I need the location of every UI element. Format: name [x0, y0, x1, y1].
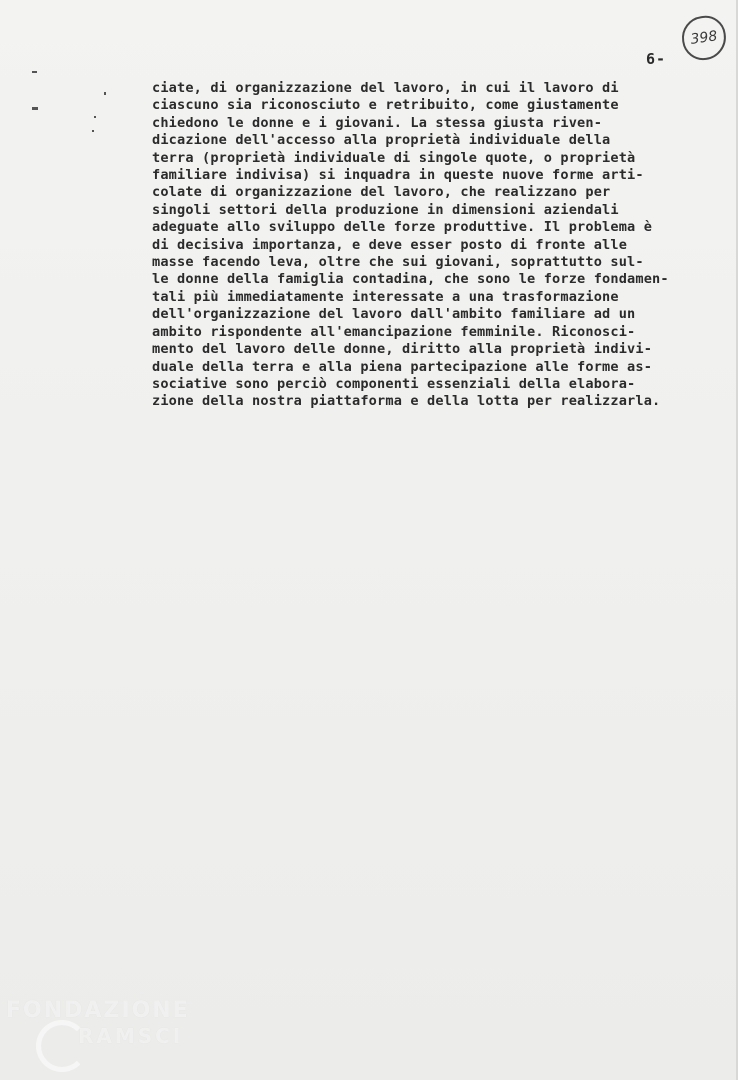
margin-mark — [32, 71, 37, 73]
margin-mark — [94, 116, 96, 118]
margin-mark — [92, 130, 94, 132]
text-line: ciascuno sia riconosciuto e retribuito, come giustamente — [152, 97, 619, 114]
text-line: mento del lavoro delle donne, diritto alla proprietà indivi- — [152, 341, 653, 358]
margin-mark — [32, 107, 38, 110]
text-line: chiedono le donne e i giovani. La stessa giusta riven- — [152, 114, 603, 131]
text-line: di decisiva importanza, e deve esser posto di fronte alle — [152, 236, 628, 253]
text-line: masse facendo leva, oltre che sui giovani, soprattutto sul- — [152, 254, 644, 271]
text-line: sociative sono perciò componenti essenziali della elabora- — [152, 375, 636, 392]
page-number: 6- — [646, 50, 667, 68]
watermark-logo — [6, 998, 226, 1068]
archive-stamp — [679, 13, 729, 63]
text-line: tali più immediatamente interessate a una trasformazione — [152, 288, 619, 305]
watermark-line2: RAMSCI — [78, 1024, 184, 1048]
text-line: familiare indivisa) si inquadra in queste nuove forme arti- — [152, 167, 644, 184]
text-line: zione della nostra piattaforma e della lotta per realizzarla. — [152, 393, 661, 410]
body-text — [152, 80, 722, 411]
text-line: le donne della famiglia contadina, che sono le forze fondamen- — [152, 271, 669, 288]
margin-mark — [104, 92, 106, 95]
text-line: duale della terra e alla piena partecipazione alle forme as- — [152, 358, 653, 375]
text-line: dell'organizzazione del lavoro dall'ambito familiare ad un — [152, 306, 636, 323]
stamp-number: 398 — [689, 28, 719, 48]
text-line: terra (proprietà individuale di singole quote, o proprietà — [152, 149, 636, 166]
watermark-line1: FONDAZIONE — [6, 998, 190, 1023]
text-line: colate di organizzazione del lavoro, che realizzano per — [152, 184, 611, 201]
text-line: ciate, di organizzazione del lavoro, in cui il lavoro di — [152, 80, 619, 96]
text-line: ambito rispondente all'emancipazione femminile. Riconosci- — [152, 323, 636, 340]
text-line: dicazione dell'accesso alla proprietà individuale della — [152, 132, 611, 149]
text-line: singoli settori della produzione in dimensioni aziendali — [152, 201, 619, 218]
text-line: adeguate allo sviluppo delle forze produttive. Il problema è — [152, 219, 653, 236]
